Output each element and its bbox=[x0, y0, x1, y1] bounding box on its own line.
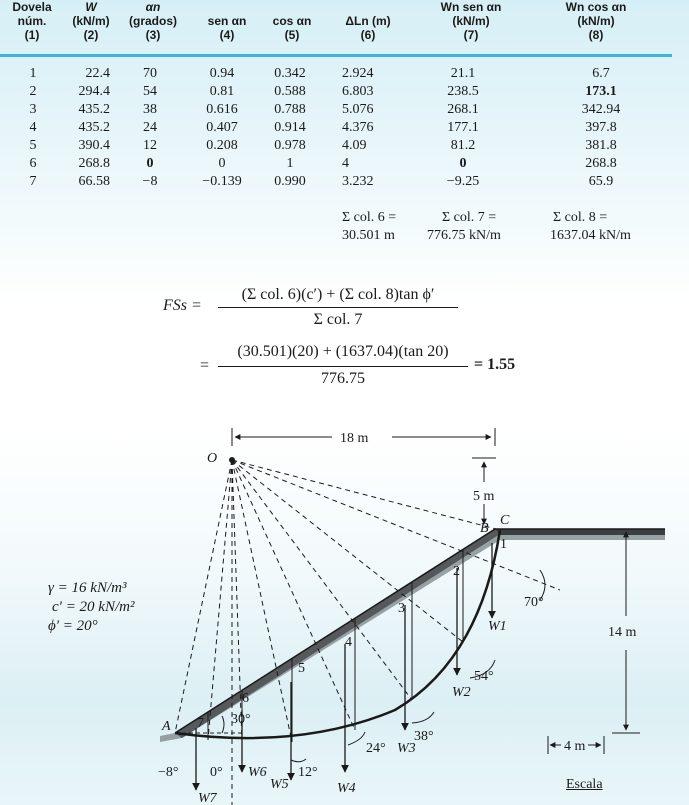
header-col-4: sen αn (4) bbox=[207, 14, 247, 42]
point-a-label: A bbox=[162, 719, 171, 734]
formula-lhs: FSs = bbox=[163, 297, 202, 314]
slice-4-label: 4 bbox=[345, 635, 352, 650]
table-cell: 390.4 bbox=[78, 138, 110, 153]
angle-24-label: 24° bbox=[366, 741, 386, 756]
header-col-8: Wn cos αn (kN/m) (8) bbox=[565, 0, 627, 42]
table-cell: 4.09 bbox=[342, 138, 367, 153]
table-cell: 268.1 bbox=[447, 102, 479, 117]
table-cell: 381.8 bbox=[585, 138, 617, 153]
table-cell: 7 bbox=[29, 174, 37, 189]
table-cell: 81.2 bbox=[450, 138, 476, 153]
slice-1-label: 1 bbox=[500, 537, 507, 552]
sum-col7-label: Σ col. 7 = bbox=[442, 210, 497, 225]
formula-numerator: (Σ col. 6)(c′) + (Σ col. 8)tan ϕ′ bbox=[241, 286, 435, 303]
soil-gamma: γ = 16 kN/m³ bbox=[48, 580, 127, 596]
table-cell: 5.076 bbox=[342, 102, 374, 117]
header-col-2: W (kN/m) (2) bbox=[72, 0, 110, 42]
weight-w4-label: W4 bbox=[337, 781, 356, 796]
table-cell: 435.2 bbox=[78, 102, 110, 117]
table-cell: 0.342 bbox=[274, 66, 306, 81]
table-cell: 342.94 bbox=[581, 102, 621, 117]
header-col-3: αn (grados) (3) bbox=[129, 0, 177, 42]
weight-w3-label: W3 bbox=[397, 741, 416, 756]
formula-eq: = bbox=[200, 357, 210, 374]
table-cell: 3 bbox=[29, 102, 37, 117]
sum-col8-value: 1637.04 kN/m bbox=[550, 228, 631, 243]
slice-6-label: 6 bbox=[242, 691, 249, 706]
dim-18-label: 18 m bbox=[340, 431, 369, 446]
table-cell: 173.1 bbox=[585, 84, 617, 99]
weight-w2-label: W2 bbox=[452, 685, 471, 700]
table-cell: −0.139 bbox=[202, 174, 242, 189]
table-cell: 0 bbox=[459, 156, 467, 171]
table-cell: 0.588 bbox=[274, 84, 306, 99]
angle-54-label: 54° bbox=[474, 669, 494, 684]
scale-label: Escala bbox=[566, 777, 603, 792]
table-cell: 0.914 bbox=[274, 120, 306, 135]
table-cell: 6.7 bbox=[592, 66, 610, 81]
dim-14-label: 14 m bbox=[608, 625, 637, 640]
table-cell: 1 bbox=[286, 156, 294, 171]
table-cell: 22.4 bbox=[85, 66, 110, 81]
formula-numerator-2: (30.501)(20) + (1637.04)(tan 20) bbox=[237, 343, 449, 360]
angle-38-label: 38° bbox=[414, 729, 434, 744]
sum-col6-value: 30.501 m bbox=[342, 228, 395, 243]
angle-12-label: 12° bbox=[298, 765, 318, 780]
formula-fraction-line-2 bbox=[218, 366, 468, 367]
formula-fraction-line bbox=[218, 307, 458, 308]
header-rule bbox=[0, 54, 672, 57]
weight-w6-label: W6 bbox=[248, 765, 267, 780]
table-cell: 238.5 bbox=[447, 84, 479, 99]
table-cell: 268.8 bbox=[585, 156, 617, 171]
table-cell: 177.1 bbox=[447, 120, 479, 135]
table-cell: 0.407 bbox=[206, 120, 238, 135]
table-cell: 0.978 bbox=[274, 138, 306, 153]
table-cell: 1 bbox=[29, 66, 37, 81]
formula-result: = 1.55 bbox=[474, 356, 516, 373]
table-cell: 435.2 bbox=[78, 120, 110, 135]
table-cell: 12 bbox=[143, 138, 157, 153]
sum-col6-label: Σ col. 6 = bbox=[342, 210, 397, 225]
weight-w5-label: W5 bbox=[270, 777, 289, 792]
table-cell: 0.788 bbox=[274, 102, 306, 117]
header-col-1: Dovela núm. (1) bbox=[12, 0, 52, 42]
table-cell: 6.803 bbox=[342, 84, 374, 99]
slice-2-label: 2 bbox=[453, 564, 460, 579]
table-cell: 24 bbox=[143, 120, 157, 135]
table-cell: 294.4 bbox=[78, 84, 110, 99]
sum-col7-value: 776.75 kN/m bbox=[427, 228, 501, 243]
table-cell: 0.616 bbox=[206, 102, 238, 117]
point-b-label: B bbox=[480, 521, 489, 536]
formula-denominator: Σ col. 7 bbox=[313, 311, 363, 328]
weight-arrows bbox=[196, 543, 492, 790]
table-cell: 70 bbox=[143, 66, 157, 81]
table-cell: 21.1 bbox=[450, 66, 476, 81]
soil-cohesion: c′ = 20 kN/m² bbox=[52, 599, 135, 615]
table-cell: 4.376 bbox=[342, 120, 374, 135]
point-c-label: C bbox=[500, 513, 510, 528]
dim-5-label: 5 m bbox=[473, 489, 495, 504]
dim-4-label: 4 m bbox=[564, 739, 586, 754]
table-cell: 268.8 bbox=[78, 156, 110, 171]
header-col-7: Wn sen αn (kN/m) (7) bbox=[440, 0, 502, 42]
table-cell: 65.9 bbox=[588, 174, 614, 189]
table-cell: 397.8 bbox=[585, 120, 617, 135]
table-cell: 54 bbox=[143, 84, 157, 99]
table-cell: 0.81 bbox=[209, 84, 235, 99]
table-cell: 4 bbox=[342, 156, 349, 171]
table-cell: −8 bbox=[142, 174, 158, 189]
formula-denominator-2: 776.75 bbox=[321, 370, 365, 387]
point-o-marker bbox=[229, 457, 235, 463]
table-cell: 6 bbox=[29, 156, 37, 171]
slice-3-label: 3 bbox=[398, 601, 405, 616]
table-cell: 0.990 bbox=[274, 174, 306, 189]
sum-col8-label: Σ col. 8 = bbox=[553, 210, 608, 225]
angle-arcs bbox=[222, 570, 545, 762]
soil-shadow bbox=[495, 529, 665, 535]
table-cell: 38 bbox=[143, 102, 157, 117]
weight-w7-label: W7 bbox=[198, 791, 217, 805]
table-cell: 5 bbox=[29, 138, 37, 153]
dimension-lines bbox=[232, 428, 640, 754]
header-col-5: cos αn (5) bbox=[272, 14, 312, 42]
angle-30-label: 30° bbox=[231, 712, 251, 727]
point-o-label: O bbox=[207, 451, 218, 466]
table-cell: 3.232 bbox=[342, 174, 374, 189]
table-cell: 0.208 bbox=[206, 138, 238, 153]
angle-70-label: 70° bbox=[524, 595, 544, 610]
table-cell: 4 bbox=[29, 120, 37, 135]
angle-0-label: 0° bbox=[210, 765, 223, 780]
soil-phi: ϕ′ = 20° bbox=[48, 618, 98, 634]
angle-neg8-label: −8° bbox=[158, 765, 179, 780]
table-cell: 2.924 bbox=[342, 66, 374, 81]
weight-w1-label: W1 bbox=[488, 619, 507, 634]
table-cell: 66.58 bbox=[78, 174, 110, 189]
table-cell: −9.25 bbox=[446, 174, 480, 189]
table-cell: 2 bbox=[29, 84, 37, 99]
slice-7-label: 7 bbox=[197, 716, 204, 731]
slice-5-label: 5 bbox=[298, 661, 305, 676]
table-cell: 0 bbox=[218, 156, 226, 171]
header-col-6: ΔLn (m) (6) bbox=[345, 14, 391, 42]
table-cell: 0 bbox=[146, 156, 154, 171]
table-cell: 0.94 bbox=[209, 66, 235, 81]
